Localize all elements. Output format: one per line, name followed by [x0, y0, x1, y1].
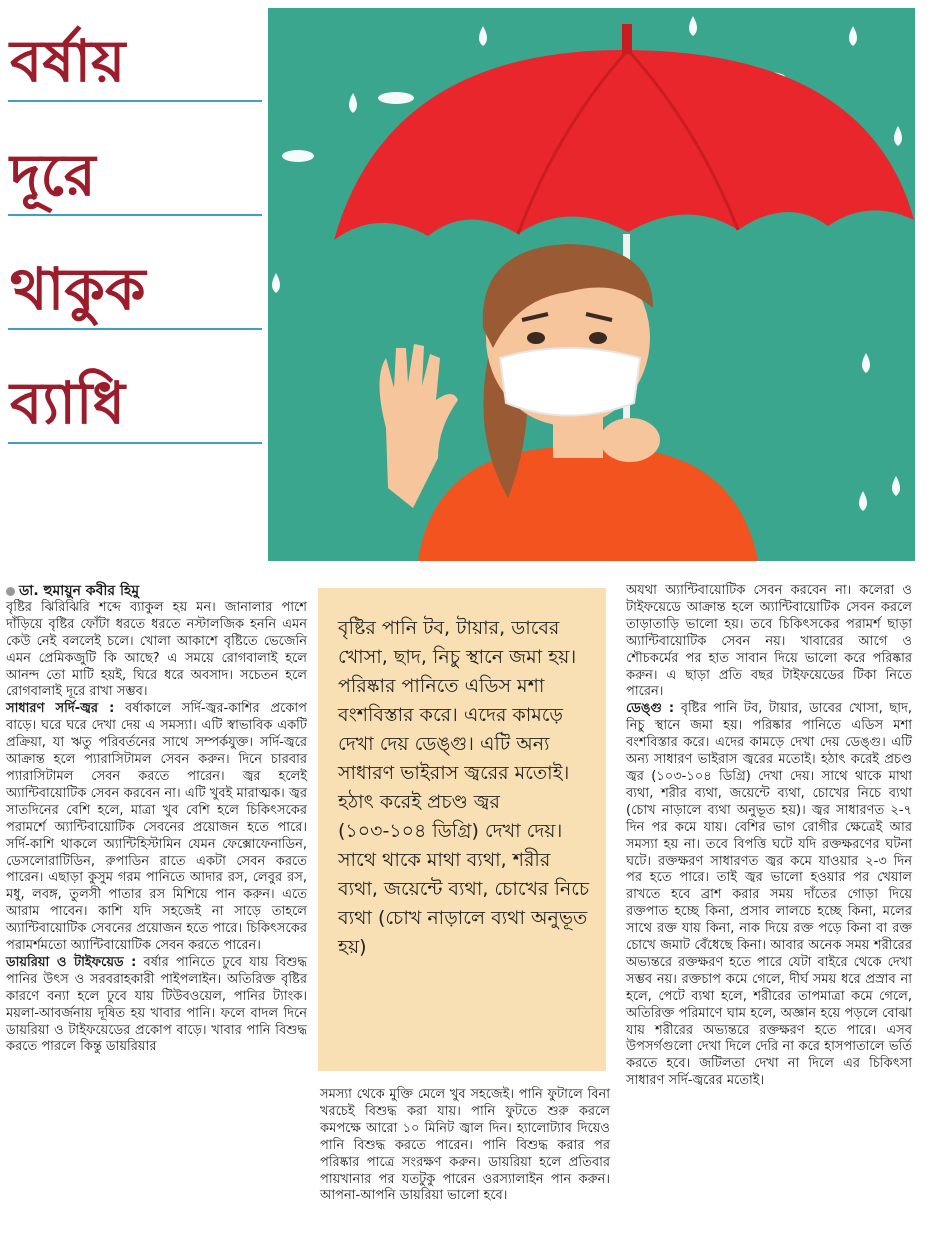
dengue-heading: ডেঙ্গু : [626, 701, 675, 717]
pull-quote-text: বৃষ্টির পানি টব, টায়ার, ডাবের খোসা, ছাদ, নিচু স্থানে জমা হয়। পরিষ্কার পানিতে এডিস মশা বংশবিস্তার করে। এদের কামড়ে দেখা দেয় ডেঙ্গু। এটি অন্য সাধারণ ভাইরাস জ্বরের মতোই। হঠাৎ করেই প্রচণ্ড জ্বর (১০৩-১০৪ ডিগ্রি) দেখা দেয়। সাথে থাকে মাথা ব্যথা, শরীর ব্যথা, জয়েন্টে ব্যথা, চোখের নিচে ব্যথা (চোখ নাড়ালে ব্যথা অনুভূত হয়) [338, 617, 590, 958]
diarrhea-continued-paragraph: সমস্যা থেকে মুক্তি মেলে খুব সহজেই। পানি ফুটালে বিনা খরচেই বিশুদ্ধ করা যায়। পানি ফুটতে শুরু করলে কমপক্ষে আরো ১০ মিনিট জ্বাল দিন। হ্যালোট্যাব দিয়েও পানি বিশুদ্ধ করতে পারেন। পানি বিশুদ্ধ করার পর পরিষ্কার পাত্রে সংরক্ষণ করুন। ডায়রিয়া হলে প্রতিবার পায়খানার পর যতটুকু পারেন ওরস্যালাইন পান করুন। আপনা-আপনি ডায়রিয়া ভালো হবে। [320, 1087, 610, 1204]
article-column-2 [320, 1087, 610, 1205]
headline-divider [8, 328, 262, 330]
headline-line-3: থাকুক [10, 255, 146, 323]
byline [6, 583, 307, 600]
rain-umbrella-illustration [268, 8, 915, 561]
headline-line-1: বর্ষায় [10, 27, 126, 95]
headline [6, 8, 264, 464]
cold-fever-text: বর্ষাকালে সর্দি-জ্বর-কাশির প্রকোপ বাড়ে। ঘরে ঘরে দেখা দেয় এ সমস্যা। এটি স্বাভাবিক একটি প্রক্রিয়া, যা ঋতু পরিবর্তনের সাথে সম্পর্কযুক্ত। সর্দি-জ্বরে আক্রান্ত হলে প্যারাসিটামল সেবন করুন। দিনে চারবার প্যারাসিটামল সেবন করতে পারেন। জ্বর হলেই অ্যান্টিবায়োটিক সেবন করবেন না। এটি খুবই মারাত্মক। জ্বর সাতদিনের বেশি হলে, মাত্রা খুব বেশি হলে চিকিৎসকের পরামর্শে অ্যান্টিবায়োটিক সেবনের প্রয়োজন হতে পারে। সর্দি-কাশি থাকলে অ্যান্টিহিস্টামিন যেমন ফেক্সোফেনাডিন, ডেসলোরাটিডিন, রুপাডিন রাতে একটা সেবন করতে পারেন। এছাড়া কুসুম গরম পানিতে আদার রস, লেবুর রস, মধু, লবঙ্গ, তুলসী পাতার রস মিশিয়ে পান করুন। এতে আরাম পাবেন। কাশি যদি সহজেই না সাড়ে তাহলে অ্যান্টিবায়োটিক সেবনের প্রয়োজন হতে পারে। চিকিৎসকের পরামর্শমতো অ্যান্টিবায়োটিক সেবন করতে পারেন। [6, 701, 308, 954]
intro-paragraph: বৃষ্টির ঝিরিঝিরি শব্দে ব্যাকুল হয় মন। জানালার পাশে দাঁড়িয়ে বৃষ্টির ফোঁটা ধরতে ধরতে নস্টালজিক হননি এমন কেউ নেই বললেই চলে। খোলা আকাশে বৃষ্টিতে ভেজেনি এমন প্রেমিকজুটি কি আছে? এ সময়ে রোগবালাই হলে আনন্দ তো মাটি হয়ই, ঘিরে ধরে অবসাদ। সচেতন হলে রোগবালাই দূরে রাখা সম্ভব। [6, 599, 307, 700]
article-column-3 [626, 583, 912, 1090]
author-name: ডা. হুমায়ুন কবীর হিমু [19, 583, 140, 599]
article-column-1 [6, 583, 307, 1056]
headline-line-2: দূরে [10, 141, 96, 209]
cold-fever-heading: সাধারণ সর্দি-জ্বর : [6, 701, 115, 717]
pull-quote-box [318, 588, 606, 1071]
umbrella-woman-drawing [268, 8, 915, 561]
diarrhea-heading: ডায়রিয়া ও টাইফয়েড : [6, 954, 137, 970]
diarrhea-paragraph [6, 955, 307, 1056]
cold-fever-paragraph [6, 701, 307, 955]
headline-divider [8, 100, 262, 102]
diarrhea-text: বর্ষার পানিতে ঢুবে যায় বিশুদ্ধ পানির উৎস ও সরবরাহকারী পাইপলাইন। অতিরিক্ত বৃষ্টির কারণে বন্যা হলে ঢুবে যায় টিউবওয়েল, পানির ট্যাংক। ময়লা-আবর্জনায় দূষিত হয় খাবার পানি। ফলে বাদল দিনে ডায়রিয়া ও টাইফয়েডের প্রকোপ বাড়ে। খাবার পানি বিশুদ্ধ করতে পারলে কিন্তু ডায়রিয়ার [6, 954, 307, 1055]
headline-divider [8, 214, 262, 216]
dengue-text: বৃষ্টির পানি টব, টায়ার, ডাবের খোসা, ছাদ, নিচু স্থানে জমা হয়। পরিষ্কার পানিতে এডিস মশা বংশবিস্তার করে। এদের কামড়ে দেখা দেয় ডেঙ্গু। এটি অন্য সাধারণ ভাইরাস জ্বরের মতোই। হঠাৎ করেই প্রচণ্ড জ্বর (১০৩-১০৪ ডিগ্রি) দেখা দেয়। সাথে থাকে মাথা ব্যথা, শরীর ব্যথা, জয়েন্টে ব্যথা, চোখের নিচে ব্যথা (চোখ নাড়ালে ব্যথা অনুভূত হয়)। জ্বর সাধারণত ২-৭ দিন পর কমে যায়। বেশির ভাগ রোগীর ক্ষেত্রেই আর সমস্যা হয় না। তবে বিপত্তি ঘটে যদি রক্তক্ষরণের ঘটনা ঘটে। রক্তক্ষরণ সাধারণত জ্বর কমে যাওয়ার ২-৩ দিন পর হতে পারে। তাই জ্বর ভালো হওয়ার পর খেয়াল রাখতে হবে ব্রাশ করার সময় দাঁতের গোড়া দিয়ে রক্তপাত হচ্ছে কিনা, প্রসাব লালচে হচ্ছে কিনা, মলের সাথে রক্ত যায় কিনা, নাক দিয়ে রক্ত পড়ে কিনা বা রক্ত চোখে জমাট বেঁধেছে কিনা। আবার অনেক সময় শরীরের অভ্যন্তরে রক্তক্ষরণ হতে পারে যেটা বাইরে থেকে দেখা সম্ভব নয়। রক্তচাপ কমে গেলে, দীর্ঘ সময় ধরে প্রস্রাব না হলে, পেটে ব্যথা হলে, শরীরের তাপমাত্রা কমে গেলে, অতিরিক্ত পরিমাণে ঘাম হলে, অজ্ঞান হয়ে পড়লে বোঝা যায় শরীরের অভ্যন্তরে রক্তক্ষরণ হতে পারে। এসব উপসর্গগুলো দেখা দিলে দেরি না করে হাসপাতালে ভর্তি করতে হবে। জটিলতা দেখা না দিলে এর চিকিৎসা সাধারণ সর্দি-জ্বরের মতোই। [626, 701, 912, 1089]
bullet-icon [6, 587, 15, 596]
antibiotic-paragraph: অযথা অ্যান্টিবায়োটিক সেবন করবেন না। কলেরা ও টাইফয়েডে আক্রান্ত হলে অ্যান্টিবায়োটিক সেবন করলে তাড়াতাড়ি ভালো হয়। তবে চিকিৎসকের পরামর্শ ছাড়া অ্যান্টিবায়োটিক সেবন নয়। খাবারের আগে ও শৌচকর্মের পর হাত সাবান দিয়ে ভালো করে পরিষ্কার করুন। এ ছাড়া প্রতি বছর টাইফয়েডের টিকা নিতে পারেন। [626, 583, 912, 700]
dengue-paragraph [626, 701, 912, 1090]
headline-divider [8, 442, 262, 444]
headline-line-4: ব্যাধি [10, 369, 126, 437]
